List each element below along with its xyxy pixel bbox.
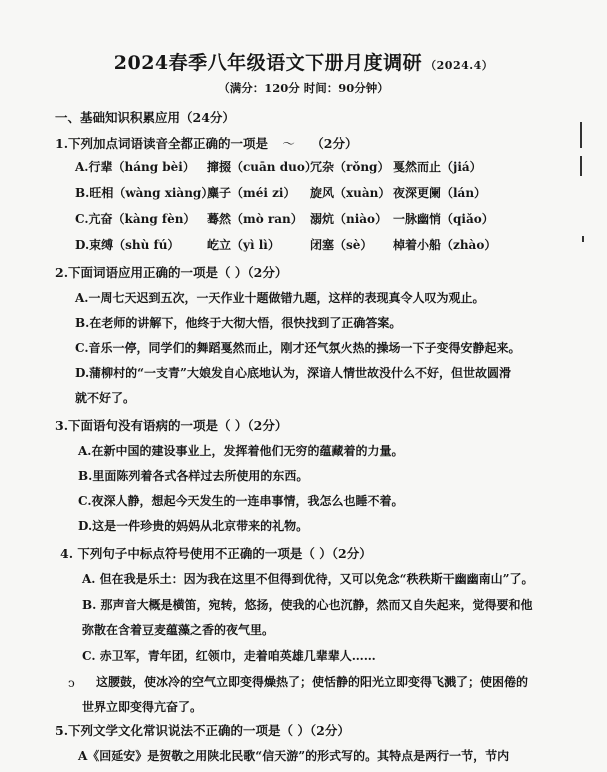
q1-d-2: 屹立（yì lì） — [207, 238, 280, 252]
q2-option-d: D.蒲柳村的“一支青”大娘发自心底地认为，深谙人情世故没什么不好，但世故圆滑 — [75, 366, 511, 380]
q4-option-c: C. 赤卫军，青年团，红领巾，走着咱英雄几辈辈人…… — [82, 649, 376, 663]
q1-c-3: 溺炕（niào） — [310, 212, 388, 226]
q2-option-b: B.在老师的讲解下，他终于大彻大悟，很快找到了正确答案。 — [75, 316, 402, 330]
q1-d-1: D.束缚（shù fú） — [75, 238, 180, 252]
question-1-score: （2分） — [311, 136, 358, 151]
q1-a-3: 冗杂（rǒng） — [310, 160, 390, 174]
q1-d-4: 棹着小船（zhào） — [393, 238, 497, 252]
title-text: 2024春季八年级语文下册月度调研 — [113, 52, 423, 74]
margin-mark — [580, 156, 582, 176]
q3-option-c: C.夜深人静，想起今天发生的一连串事情，我怎么也睡不着。 — [78, 494, 404, 508]
question-1-stem: 1.下列加点词语读音全都正确的一项是 — [55, 136, 269, 151]
question-3-stem: 3.下面语句没有语病的一项是（ ）（2分） — [55, 418, 288, 433]
q4-option-b: B. 那声音大概是横笛，宛转，悠扬，使我的心也沉静，然而又自失起来，觉得要和他 — [82, 598, 533, 612]
q2-option-c: C.音乐一停，同学们的舞蹈戛然而止，刚才还气氛火热的操场一下子变得安静起来。 — [75, 341, 521, 355]
page-title — [0, 48, 607, 75]
q4-option-b-cont: 弥散在含着豆麦蕴藻之香的夜气里。 — [82, 623, 275, 637]
q1-b-4: 夜深更阑（lán） — [393, 186, 487, 200]
handwritten-answer: 〜 — [282, 136, 295, 151]
margin-mark — [580, 122, 582, 148]
title-date: （2024.4） — [425, 59, 494, 72]
q1-b-1: B.旺相（wàng xiàng） — [75, 186, 214, 200]
q1-b-3: 旋风（xuàn） — [310, 186, 391, 200]
question-5-stem: 5.下列文学文化常识说法不正确的一项是（ ）（2分） — [55, 723, 350, 738]
q3-option-b: B.里面陈列着各式各样过去所使用的东西。 — [78, 469, 309, 483]
q1-d-3: 闭塞（sè） — [310, 238, 373, 252]
question-4-stem: 4. 下列句子中标点符号使用不正确的一项是（ ）（2分） — [60, 546, 372, 561]
q5-option-a: A《回延安》是贺敬之用陕北民歌“信天游”的形式写的。其特点是两行一节，节内 — [78, 749, 510, 763]
q2-option-a: A.一周七天迟到五次，一天作业十题做错九题，这样的表现真令人叹为观止。 — [75, 291, 485, 305]
q2-option-d-cont: 就不好了。 — [75, 391, 136, 405]
q4-option-c-cont-2: 世界立即变得亢奋了。 — [82, 700, 203, 714]
q1-a-4: 戛然而止（jiá） — [393, 160, 482, 174]
exam-info: （满分：120分 时间：90分钟） — [218, 81, 389, 95]
margin-mark — [582, 236, 584, 242]
pen-mark: ↄ — [68, 676, 75, 690]
question-1 — [55, 134, 358, 152]
q3-option-d: D.这是一件珍贵的妈妈从北京带来的礼物。 — [78, 519, 309, 533]
q1-a-1: A.行辈（háng bèi） — [75, 160, 195, 174]
q1-a-2: 撺掇（cuān duo） — [207, 160, 317, 174]
question-2-stem: 2.下面词语应用正确的一项是（ ）（2分） — [55, 265, 288, 280]
q1-c-2: 蓦然（mò ran） — [207, 212, 303, 226]
q1-c-4: 一脉幽悄（qiǎo） — [393, 212, 494, 226]
q4-option-c-cont: 这腰鼓，使冰冷的空气立即变得燥热了；使恬静的阳光立即变得飞溅了；使困倦的 — [96, 675, 529, 689]
q1-b-2: 麋子（méi zi） — [207, 186, 296, 200]
q4-option-a: A. 但在我是乐土：因为我在这里不但得到优待，又可以免念“秩秩斯干幽幽南山”了。 — [82, 572, 534, 586]
section-heading: 一、基础知识积累应用（24分） — [55, 110, 235, 125]
q3-option-a: A.在新中国的建设事业上，发挥着他们无穷的蕴藏着的力量。 — [78, 444, 404, 458]
q1-c-1: C.亢奋（kàng fèn） — [75, 212, 196, 226]
